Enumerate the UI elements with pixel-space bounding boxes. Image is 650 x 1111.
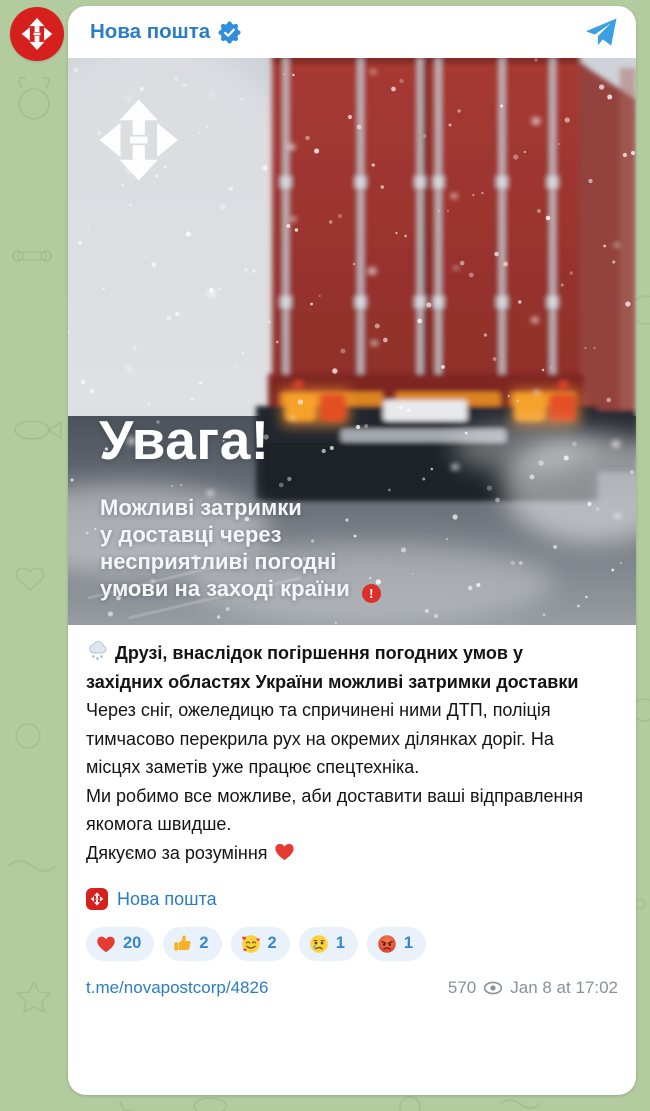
hero-title: Увага! [99,409,270,471]
post-paragraph-1: Друзі, внаслідок погіршення погодних умов у західних областях України можливі затримки доставки [86,639,618,696]
reaction-heart[interactable]: 20 [86,927,154,961]
post-meta-right [448,974,618,1003]
post-meta-row [86,974,618,1013]
eye-icon [483,981,503,995]
reaction-crying-face[interactable]: 1 [299,927,358,961]
post-body [68,625,636,1095]
crying-face-emoji-icon [308,933,330,955]
reactions-row [86,927,618,961]
nova-poshta-logo-badge [86,888,108,910]
reaction-angry-face[interactable]: 1 [367,927,426,961]
post-permalink[interactable]: t.me/novapostcorp/4826 [86,977,269,997]
nova-poshta-logo-icon [20,17,54,51]
post-paragraph-4: Дякуємо за розуміння [86,839,618,868]
channel-name[interactable]: Нова пошта [90,20,211,43]
post-paragraph-2: Через сніг, ожеледицю та спричинені ними ДТП, поліція тимчасово перекрила рух на окремих ділянках доріг. На місцях заметів уже працює спецтехніка. [86,700,554,777]
view-count: 570 [447,977,477,997]
channel-avatar[interactable] [10,7,64,61]
red-heart-emoji-icon [273,840,296,863]
signature-channel-link[interactable]: Нова пошта [117,889,217,909]
reaction-smiling-face-with-hearts[interactable]: 2 [231,927,290,961]
post-image[interactable] [68,58,636,625]
verified-badge-icon [218,21,241,44]
post-signature [86,885,618,914]
reaction-thumbs-up[interactable]: 2 [163,927,221,961]
paper-plane-icon[interactable] [584,17,618,48]
snow-cloud-emoji-icon [86,639,110,663]
thumbs-up-emoji-icon [172,933,193,954]
exclamation-icon: ! [362,584,381,603]
message-header [68,6,636,58]
message-bubble [68,6,636,1095]
timestamp: Jan 8 at 17:02 [510,977,618,997]
smiling-face-with-hearts-emoji-icon [240,933,262,955]
post-paragraph-3: Ми робимо все можливе, аби доставити ваші відправлення якомога швидше. [86,785,584,834]
angry-face-emoji-icon [376,933,398,955]
hero-subtitle: Можливі затримки у доставці через несприятливі погодні умови на заході країни ! [100,494,381,603]
heart-emoji-icon [95,933,117,955]
